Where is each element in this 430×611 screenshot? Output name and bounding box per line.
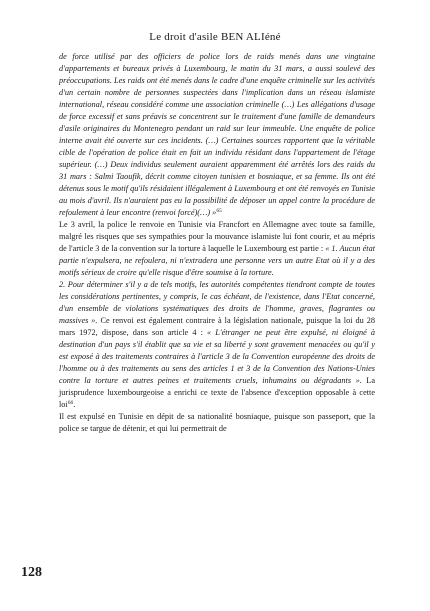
quote-text: « 1. Aucun état partie n'expulsera, ne refoulera, ni n'extradera une personne vers un autre Etat où il y a des motifs sérieux de croire qu'elle risque d'être soumise à la torture.	[59, 244, 375, 278]
quote-text: « L'étranger ne peut être expulsé, ni éloigné à destination d'un pays s'il établit que sa vie et sa liberté y sont gravement menacées ou qu'il y est exposé à des traitements contraires à l'article 3 de la Convention européenne des droits de l'homme ou à des traitements au sens des articles 1 et 3 de la Convention des Nations-Unies contre la torture et autres peines et traitements cruels, inhumains ou dégradants ».	[59, 328, 375, 386]
paragraph	[59, 411, 375, 435]
quote-text: de force utilisé par des officiers de police lors de raids menés dans une vingtaine d'appartements et bureaux privés à Luxembourg, le matin du 31 mars, a aussi soulevé des préoccupations. Les raids ont été menés dans le cadre d'une enquête criminelle sur les activités d'un certain nombre de personnes suspectées dans l'implication dans un réseau islamiste international, réseau considéré comme une association criminelle (…) Les allégations d'usage de force excessif et sans préavis se concentrent sur le traitement d'une famille de demandeurs d'asile originaires du Montenegro pendant un raid sur leur immeuble. Une enquête de police interne avait été ouverte sur ces incidents. (…) Certaines sources rapportent que la véritable cible de l'opération de police était en fait un individu résidant dans l'appartement de l'étage supérieur. (…) Deux individus seulement auraient apparemment été arrêtés lors des raids du 31 mars : Salmi Taoufik, décrit comme citoyen tunisien et bosniaque, et sa femme. Ils ont été détenus sous le motif qu'ils résidaient illégalement à Luxembourg et ont été renvoyés en Tunisie au mois d'avril. Ils n'auraient pas eu la possibilité de déposer un appel contre la procédure de refoulement à leur encontre (renvoi forcé)(…) »	[59, 52, 375, 218]
paragraph-text: La jurisprudence luxembourgeoise a enrichi ce texte de l'absence d'exception opposable à cette loi	[59, 376, 375, 410]
paragraph-text: Le 3 avril, la police le renvoie en Tunisie via Francfort en Allemagne avec toute sa famille, malgré les risques que ses sympathies pour la mouvance islamiste lui font courir, et au mépris de l'article 3 de la convention sur la torture à laquelle le Luxembourg est partie :	[59, 220, 375, 254]
paragraph	[59, 219, 375, 279]
footnote-ref-66: 66	[67, 400, 74, 407]
body-text	[59, 51, 375, 436]
quote-paragraph	[59, 51, 375, 219]
running-title: Le droit d'asile BEN ALIéné	[149, 31, 281, 43]
paragraph-text: .	[73, 400, 76, 410]
paragraph-text: Il est expulsé en Tunisie en dépit de sa nationalité bosniaque, puisque son passeport, que la police se targue de détenir, et qui lui permettrait de	[59, 412, 375, 434]
paragraph	[59, 279, 375, 411]
page-number: 128	[21, 565, 42, 580]
footnote-ref-65: 65	[216, 208, 222, 215]
paragraph-text: Ce renvoi est également contraire à la législation nationale, puisque la loi du 28 mars 1972, dispose, dans son article 4 :	[59, 316, 375, 338]
quote-text: 2. Pour déterminer s'il y a de tels motifs, les autorités compétentes tiendront compte de toutes les considérations pertinentes, y compris, le cas échéant, de l'existence, dans l'Etat concerné, d'un ensemble de violations systématiques des droits de l'homme, graves, flagrantes ou massives ».	[59, 280, 375, 326]
